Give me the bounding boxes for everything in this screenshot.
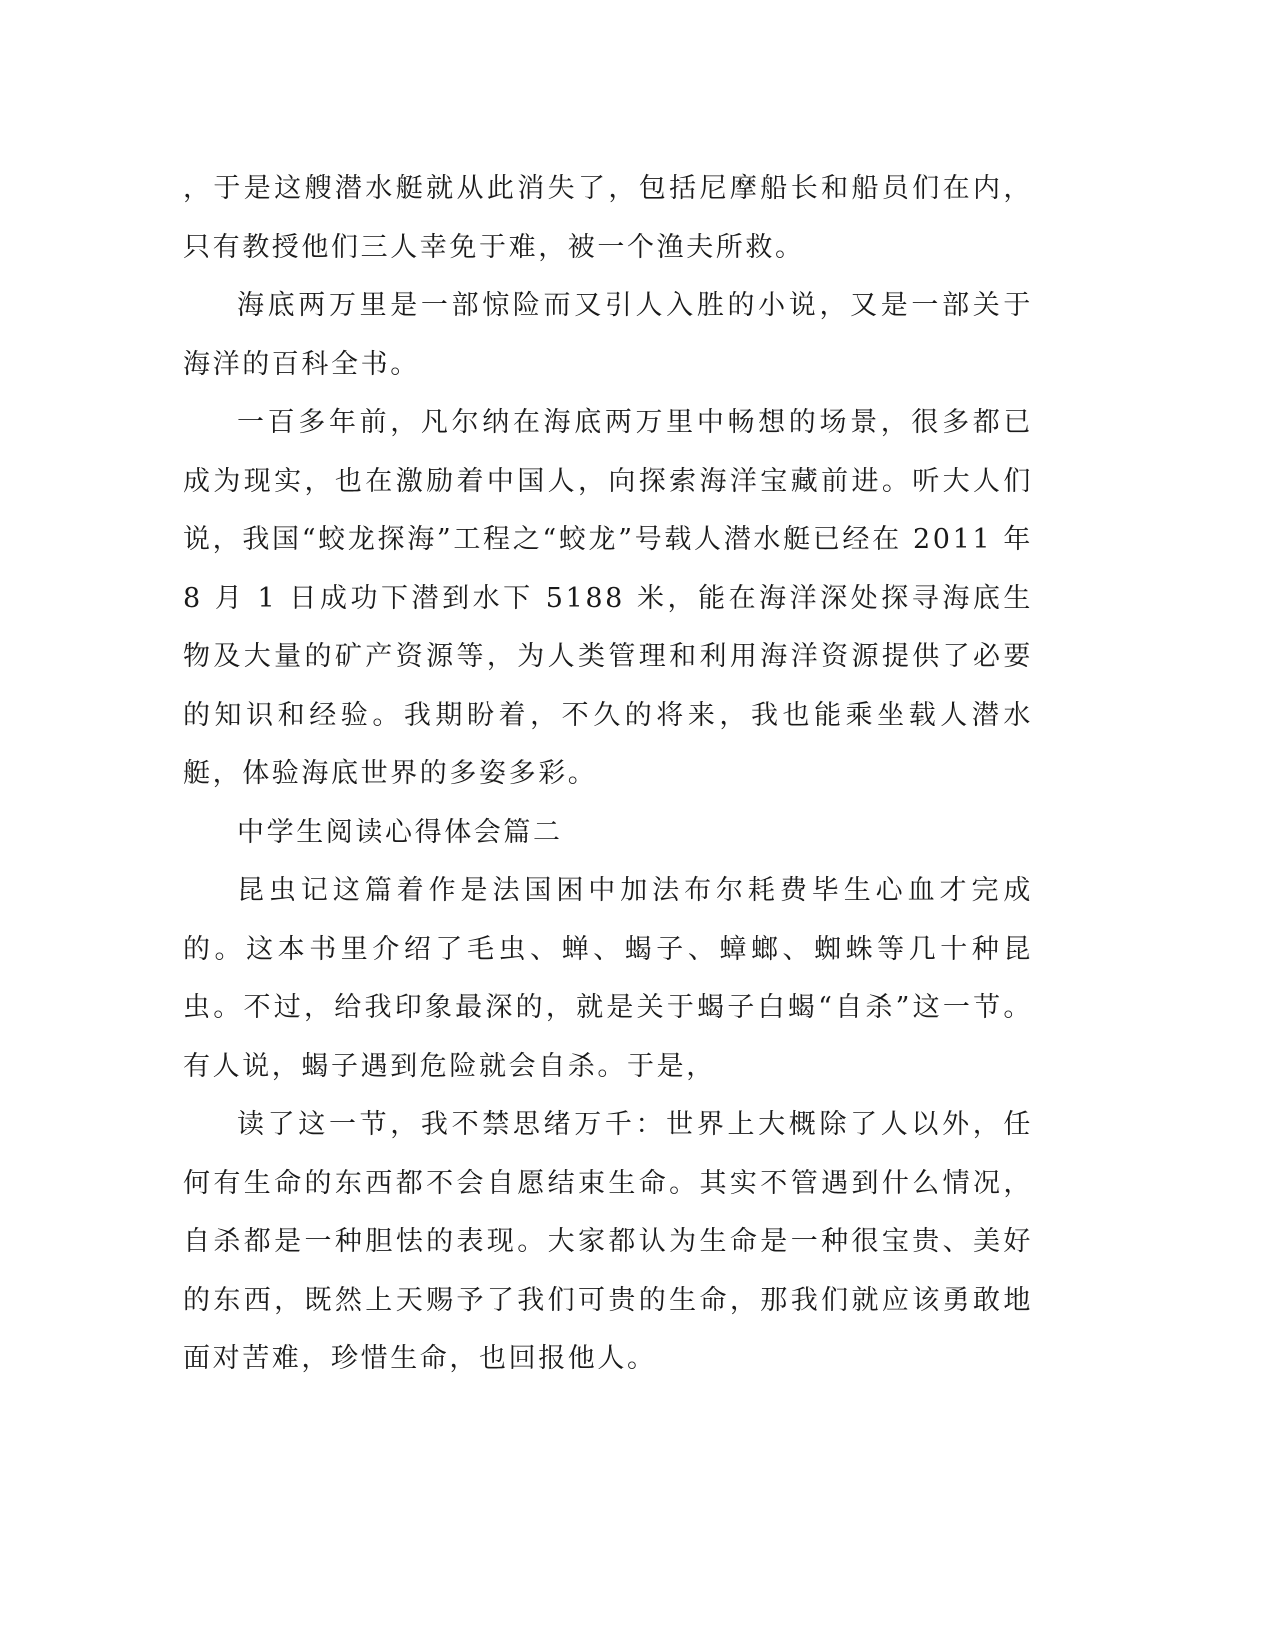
paragraph-2: 海底两万里是一部惊险而又引人入胜的小说，又是一部关于海洋的百科全书。 xyxy=(183,290,1033,380)
section-heading: 中学生阅读心得体会篇二 xyxy=(237,816,563,848)
paragraph-5: 读了这一节，我不禁思绪万千：世界上大概除了人以外，任何有生命的东西都不会自愿结束生命。其实不管遇到什么情况，自杀都是一种胆怯的表现。大家都认为生命是一种很宝贵、美好的东西，既然上天赐予了我们可贵的生命，那我们就应该勇敢地面对苦难，珍惜生命，也回报他人。 xyxy=(183,1109,1033,1374)
paragraph-3: 一百多年前，凡尔纳在海底两万里中畅想的场景，很多都已成为现实，也在激励着中国人，向探索海洋宝藏前进。听大人们说，我国“蛟龙探海”工程之“蛟龙”号载人潜水艇已经在 2011 年 8 月 1 日成功下潜到水下 5188 米，能在海洋深处探寻海底生物及大量的矿产资源等，为人类管理和利用海洋资源提供了必要的知识和经验。我期盼着，不久的将来，我也能乘坐载人潜水艇，体验海底世界的多姿多彩。 xyxy=(183,407,1033,789)
paragraph-1: ，于是这艘潜水艇就从此消失了，包括尼摩船长和船员们在内，只有教授他们三人幸免于难，被一个渔夫所救。 xyxy=(183,173,1033,263)
document-body xyxy=(183,160,1033,1389)
paragraph-4: 昆虫记这篇着作是法国困中加法布尔耗费毕生心血才完成的。这本书里介绍了毛虫、蝉、蝎子、蟑螂、蜘蛛等几十种昆虫。不过，给我印象最深的，就是关于蝎子白蝎“自杀”这一节。有人说，蝎子遇到危险就会自杀。于是， xyxy=(183,875,1033,1082)
